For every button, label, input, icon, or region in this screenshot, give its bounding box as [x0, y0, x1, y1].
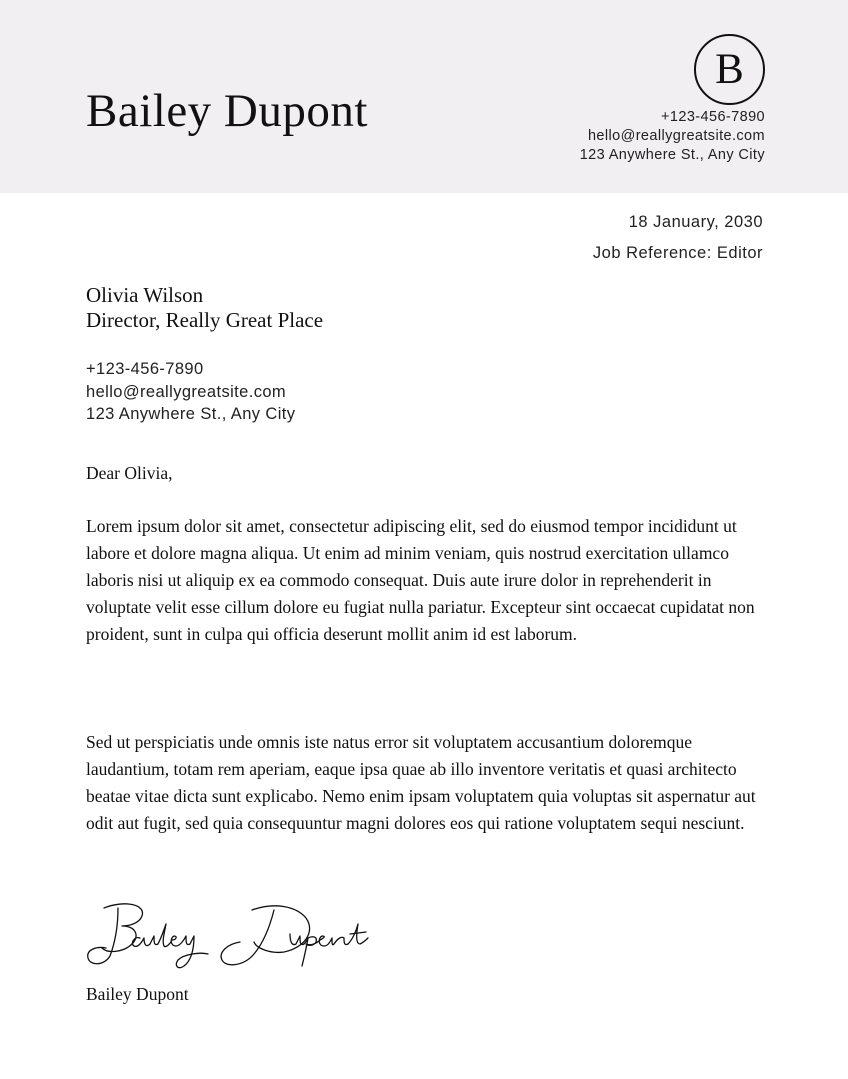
monogram-badge: B: [694, 34, 765, 105]
signoff-name: Bailey Dupont: [86, 984, 189, 1004]
recipient-name: Olivia Wilson: [86, 283, 204, 307]
sender-name: Bailey Dupont: [86, 85, 368, 137]
sender-contact-block: [580, 108, 765, 165]
job-reference: Job Reference: Editor: [592, 244, 763, 262]
recipient-email: hello@reallygreatsite.com: [86, 382, 287, 401]
recipient-title: Director, Really Great Place: [86, 308, 324, 332]
body-paragraph-2: Sed ut perspiciatis unde omnis iste natus error sit voluptatem accusantium doloremque laudantium, totam rem aperiam, eaque ipsa quae ab illo inventore veritatis et quasi architecto beatae vitae dicta sunt explicabo. Nemo enim ipsam voluptatem quia voluptas sit aspernatur aut odit aut fugit, sed quia consequuntur magni dolores eos qui ratione voluptatem sequi nesciunt.: [86, 732, 756, 833]
recipient-contact-block: [86, 358, 295, 426]
recipient-address: 123 Anywhere St., Any City: [86, 405, 296, 423]
sender-address: 123 Anywhere St., Any City: [579, 147, 765, 163]
sender-phone: +123-456-7890: [661, 109, 765, 125]
sender-email: hello@reallygreatsite.com: [587, 128, 765, 144]
recipient-block: [86, 283, 323, 333]
greeting: Dear Olivia,: [86, 463, 173, 483]
recipient-phone: +123-456-7890: [86, 360, 204, 378]
handwritten-signature: [84, 896, 374, 971]
letter-date: 18 January, 2030: [628, 213, 763, 231]
body-paragraph-1: Lorem ipsum dolor sit amet, consectetur adipiscing elit, sed do eiusmod tempor incididunt ut labore et dolore magna aliqua. Ut enim ad minim veniam, quis nostrud exercitation ullamco laboris nisi ut aliquip ex ea commodo consequat. Duis aute irure dolor in reprehenderit in voluptate velit esse cillum dolore eu fugiat nulla pariatur. Excepteur sint occaecat cupidatat non proident, sunt in culpa qui officia deserunt mollit anim id est laborum.: [86, 516, 755, 644]
